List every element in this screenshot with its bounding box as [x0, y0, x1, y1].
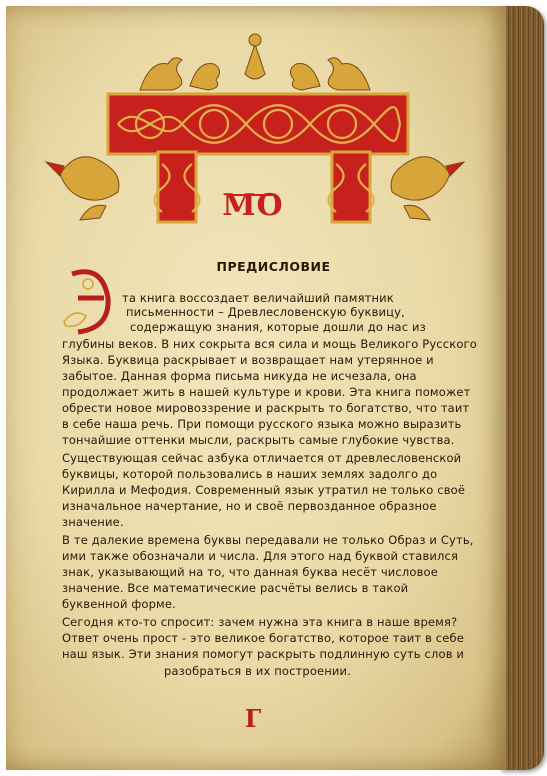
titlo-mark: [231, 194, 275, 196]
text-line: значение. Все математические расчёты велись в такой: [62, 581, 409, 595]
text-line: тончайшие оттенки мысли, раскрыть самые глубокие чувства.: [62, 433, 455, 447]
text-line: содержащую знания, которые дошли до нас из: [130, 320, 426, 334]
text-line: В те далекие времена буквы передавали не только Образ и Суть,: [62, 533, 474, 547]
text-line: буквицы, которой пользовались в наших землях задолго до: [62, 467, 438, 481]
heading-glyph: [218, 186, 288, 223]
text-line: изначальное начертание, но и своё первозданное образное: [62, 499, 437, 513]
text-line: знак, указывающий на то, что данная буква несёт числовое: [62, 565, 438, 579]
text-line: та книга воссоздает величайший памятник: [122, 291, 394, 305]
text-line: продолжает жить в нашей культуре и крови. Эта книга поможет: [62, 385, 471, 399]
drop-cap: [58, 264, 118, 336]
text-line: Ответ очень прост - это великое богатство, которое таит в себе: [62, 631, 464, 645]
page-title: ПРЕДИСЛОВИЕ: [216, 259, 331, 274]
text-line: Существующая сейчас азбука отличается от древлесловенской: [62, 451, 462, 465]
text-line: Сегодня кто-то спросит: зачем нужна эта книга в наше время?: [62, 615, 458, 629]
text-line: обрести новое мировоззрение и раскрыть то богатство, что таит: [62, 401, 470, 415]
text-line: разобраться в их построении.: [164, 664, 351, 678]
text-line: наш язык. Эти знания помогут раскрыть подлинную суть слов и: [62, 647, 465, 661]
text-line: ими также обозначали и числа. Для этого над буквой ставился: [62, 549, 459, 563]
text-line: в себе наша речь. При помощи русского языка можно выразить: [62, 417, 462, 431]
text-line: значение.: [62, 515, 124, 529]
page-number: Г: [244, 704, 262, 733]
text-line: забытое. Данная форма письма никуда не исчезала, она: [62, 369, 417, 383]
drop-cap-letter: Э: [58, 264, 59, 265]
text-line: Языка. Буквица раскрывает и возвращает нам утерянное и: [62, 353, 434, 367]
text-line: буквенной форме.: [62, 597, 176, 611]
text-line: Кирилла и Мефодия. Современный язык утратил не только своё: [62, 483, 466, 497]
text-line: глубины веков. В них сокрыта вся сила и мощь Великого Русского: [62, 337, 477, 351]
heading-glyph-text: МО: [222, 188, 284, 223]
text-line: письменности – Древлесловенскую буквицу,: [126, 305, 405, 319]
